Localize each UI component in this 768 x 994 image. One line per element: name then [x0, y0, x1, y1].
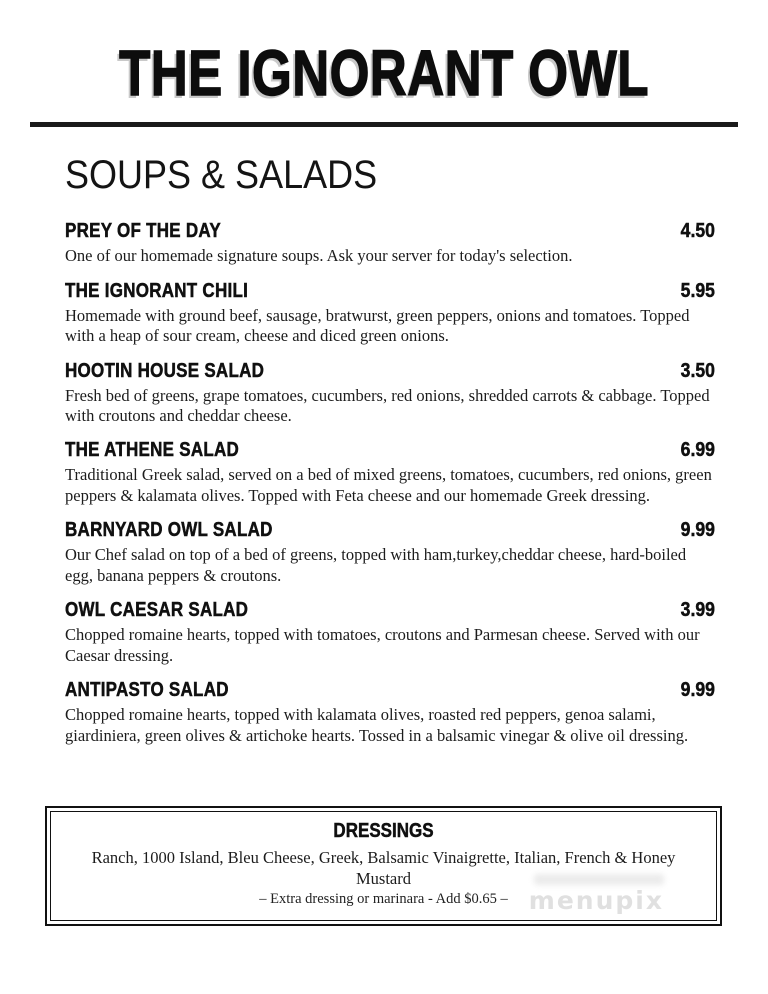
section-heading: SOUPS & SALADS: [65, 153, 378, 198]
item-price: 4.50: [680, 220, 715, 243]
menu-item-antipasto-salad: [65, 679, 715, 746]
menu-item-athene-salad: [65, 439, 715, 506]
item-name: PREY OF THE DAY: [65, 220, 221, 243]
item-header: [65, 280, 715, 303]
item-name: THE ATHENE SALAD: [65, 439, 240, 462]
item-header: [65, 360, 715, 383]
item-name: OWL CAESAR SALAD: [65, 599, 249, 622]
item-price: 9.99: [680, 519, 715, 542]
item-price: 5.95: [680, 279, 715, 302]
restaurant-title: THE IGNORANT OWL: [119, 37, 649, 109]
dressings-options: Ranch, 1000 Island, Bleu Cheese, Greek, Balsamic Vinaigrette, Italian, French & Honey Mustard: [91, 848, 676, 888]
item-name: BARNYARD OWL SALAD: [65, 519, 273, 542]
item-description: Traditional Greek salad, served on a bed of mixed greens, tomatoes, cucumbers, red onions, green peppers & kalamata olives. Topped with Feta cheese and our homemade Greek dressing.: [65, 465, 712, 505]
menu-item-owl-caesar-salad: [65, 599, 715, 666]
item-name: HOOTIN HOUSE SALAD: [65, 359, 265, 382]
item-header: [65, 220, 715, 243]
item-price: 6.99: [680, 439, 715, 462]
title-divider: [30, 122, 738, 127]
menu-content: [65, 155, 715, 746]
item-header: [65, 439, 715, 462]
menu-item-hootin-house-salad: [65, 360, 715, 427]
item-description: Homemade with ground beef, sausage, bratwurst, green peppers, onions and tomatoes. Topped with a heap of sour cream, cheese and diced green onions.: [65, 305, 690, 346]
item-name: ANTIPASTO SALAD: [65, 679, 229, 702]
item-description: Our Chef salad on top of a bed of greens, topped with ham,turkey,cheddar cheese, hard-boiled egg, banana peppers & croutons.: [65, 545, 687, 585]
item-price: 9.99: [680, 679, 715, 702]
item-header: [65, 519, 715, 542]
item-header: [65, 599, 715, 622]
item-price: 3.99: [680, 599, 715, 622]
menu-item-ignorant-chili: [65, 280, 715, 347]
dressings-heading: DRESSINGS: [333, 820, 434, 842]
menu-item-prey-of-the-day: [65, 220, 715, 266]
dressings-extra-note: – Extra dressing or marinara - Add $0.65 –: [259, 891, 508, 908]
item-description: One of our homemade signature soups. Ask your server for today's selection.: [65, 246, 573, 266]
item-description: Chopped romaine hearts, topped with kalamata olives, roasted red peppers, genoa salami, giardiniera, green olives & artichoke hearts. Tossed in a balsamic vinegar & olive oil dressing.: [65, 705, 689, 745]
masthead: [0, 0, 768, 127]
item-header: [65, 679, 715, 702]
dressings-box: [45, 806, 722, 926]
item-price: 3.50: [680, 359, 715, 382]
menupix-watermark: menupix: [528, 886, 664, 915]
dressings-box-inner: [50, 811, 717, 921]
menu-item-barnyard-owl-salad: [65, 519, 715, 586]
item-description: Chopped romaine hearts, topped with tomatoes, croutons and Parmesan cheese. Served with our Caesar dressing.: [65, 625, 700, 665]
item-name: THE IGNORANT CHILI: [65, 279, 249, 302]
item-description: Fresh bed of greens, grape tomatoes, cucumbers, red onions, shredded carrots & cabbage. Topped with croutons and cheddar cheese.: [65, 385, 710, 425]
